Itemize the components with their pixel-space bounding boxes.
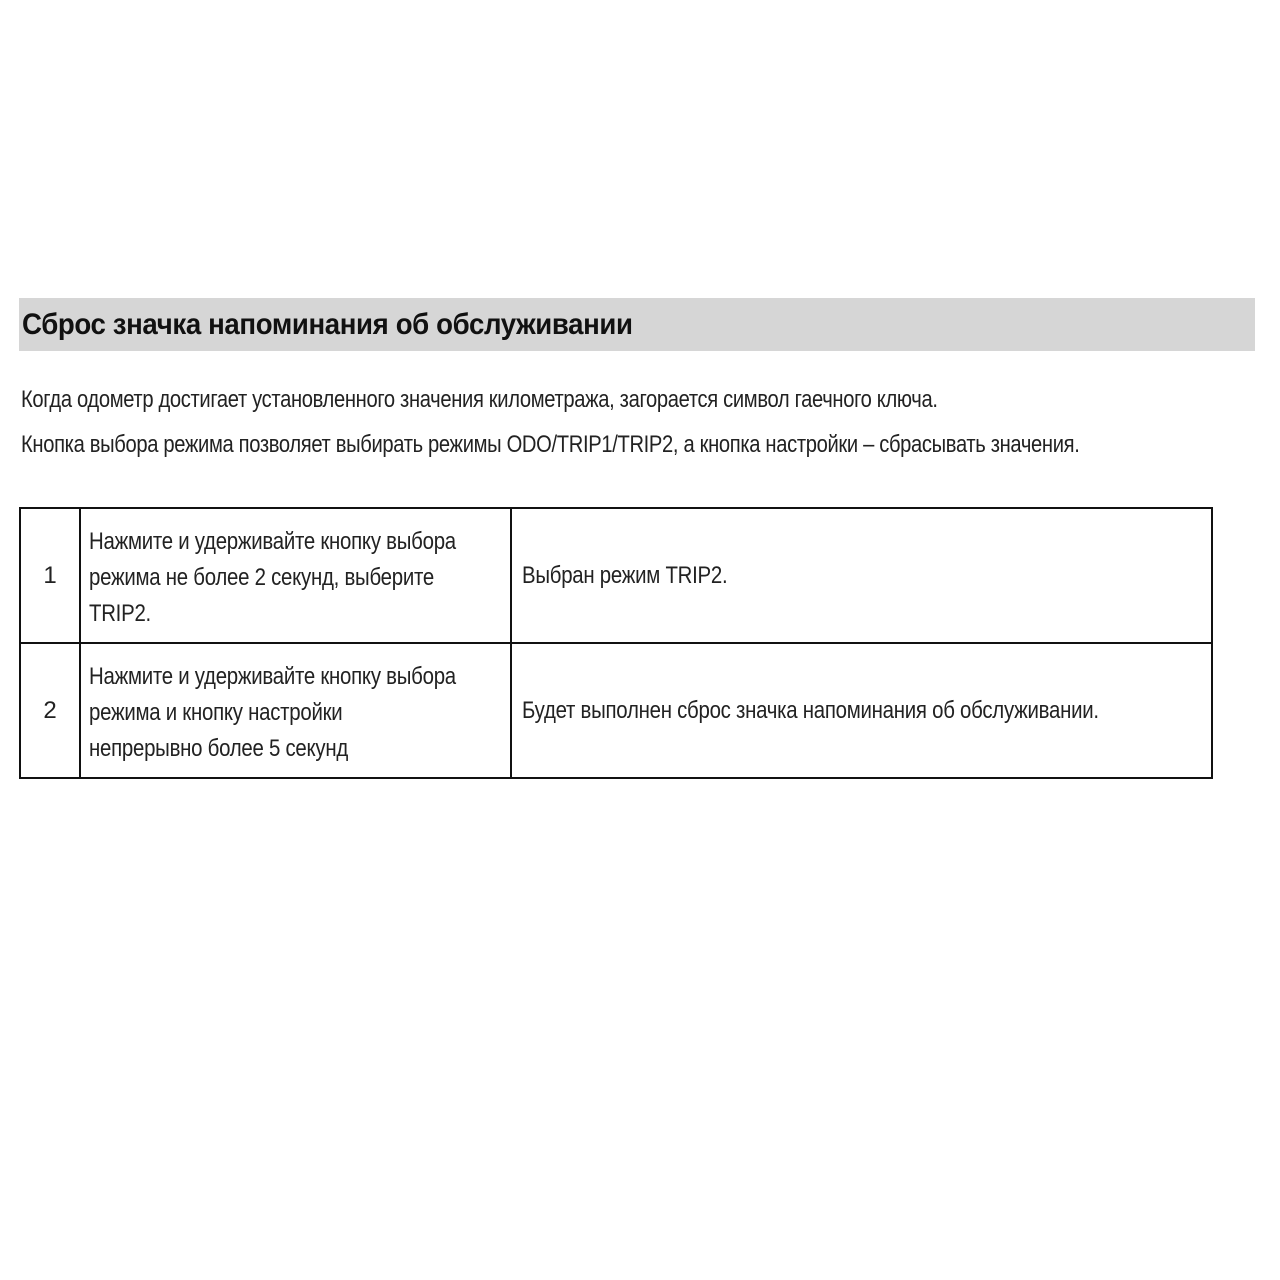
- intro-line-2: Кнопка выбора режима позволяет выбирать режимы ODO/TRIP1/TRIP2, а кнопка настройки – сбрасывать значения.: [21, 431, 1080, 458]
- intro-paragraph: [21, 377, 1261, 467]
- step-number: 2: [20, 643, 80, 778]
- table-row: [20, 508, 1212, 643]
- step-action: Нажмите и удерживайте кнопку выбора режима не более 2 секунд, выберите TRIP2.: [89, 527, 456, 627]
- step-result: Будет выполнен сброс значка напоминания об обслуживании.: [522, 696, 1099, 724]
- step-number: 1: [20, 508, 80, 643]
- step-result-cell: [511, 643, 1212, 778]
- step-action: Нажмите и удерживайте кнопку выбора режима и кнопку настройки непрерывно более 5 секунд: [89, 662, 456, 762]
- intro-line-1: Когда одометр достигает установленного значения километража, загорается символ гаечного ключа.: [21, 386, 938, 413]
- section-header: [19, 298, 1255, 351]
- step-action-cell: [80, 508, 511, 643]
- step-result-cell: [511, 508, 1212, 643]
- step-result: Выбран режим TRIP2.: [522, 561, 728, 589]
- step-action-cell: [80, 643, 511, 778]
- section-title: Сброс значка напоминания об обслуживании: [22, 307, 633, 341]
- steps-table: [19, 507, 1213, 779]
- table-row: [20, 643, 1212, 778]
